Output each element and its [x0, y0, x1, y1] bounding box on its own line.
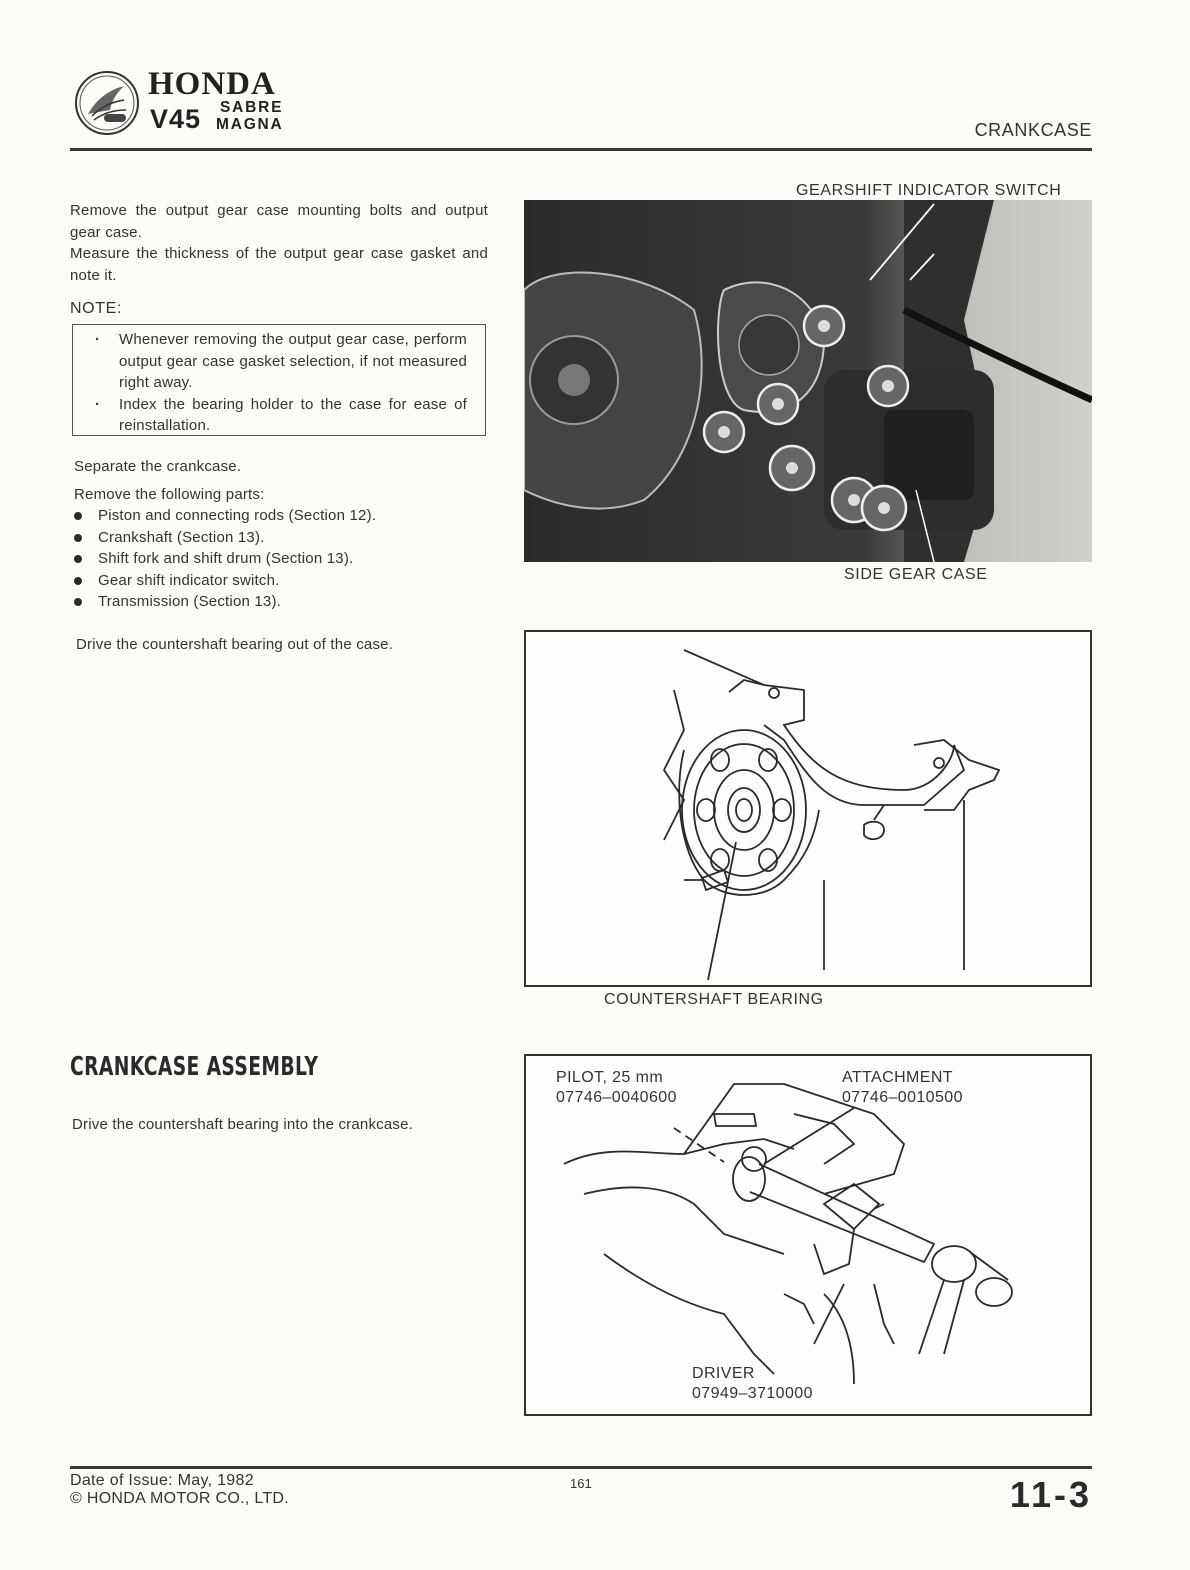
issue-date: Date of Issue: May, 1982: [70, 1472, 254, 1489]
note-item: · Whenever removing the output gear case, perform output gear case gasket selection, if not measured right away.: [87, 329, 467, 394]
list-item: Shift fork and shift drum (Section 13).: [72, 548, 376, 570]
side-gear-case-label: SIDE GEAR CASE: [844, 566, 988, 583]
separate-crankcase-text: Separate the crankcase.: [74, 458, 242, 475]
attachment-callout: [842, 1068, 963, 1108]
output-gear-case-instructions: Remove the output gear case mounting bolts and output gear case. Measure the thickness of the output gear case gasket and note it.: [70, 202, 488, 284]
list-item: Gear shift indicator switch.: [72, 570, 376, 592]
footer-info: [70, 1472, 289, 1508]
note-item: · Index the bearing holder to the case for ease of reinstallation.: [87, 394, 467, 437]
pilot-part-number: 07746–0040600: [556, 1089, 677, 1106]
driver-callout: [692, 1364, 813, 1404]
driver-part-number: 07949–3710000: [692, 1385, 813, 1402]
parts-list: [72, 505, 376, 613]
model-variants: [216, 100, 284, 133]
page-number: 161: [570, 1476, 592, 1491]
remove-parts-heading: Remove the following parts:: [74, 486, 265, 503]
model-variant-magna: MAGNA: [216, 115, 284, 133]
pilot-name: PILOT, 25 mm: [556, 1069, 664, 1086]
list-item: Crankshaft (Section 13).: [72, 527, 376, 549]
footer-divider: [70, 1466, 1092, 1469]
list-item: Transmission (Section 13).: [72, 591, 376, 613]
brand-name: HONDA: [148, 66, 276, 102]
attachment-part-number: 07746–0010500: [842, 1089, 963, 1106]
countershaft-bearing-removal-diagram: [524, 630, 1092, 987]
section-title: CRANKCASE: [974, 120, 1092, 140]
attachment-name: ATTACHMENT: [842, 1069, 953, 1086]
note-label: NOTE:: [70, 300, 122, 317]
driver-name: DRIVER: [692, 1365, 755, 1382]
countershaft-bearing-installation-diagram: [524, 1054, 1092, 1416]
crankcase-assembly-heading: CRANKCASE ASSEMBLY: [70, 1052, 319, 1082]
copyright: © HONDA MOTOR CO., LTD.: [70, 1490, 290, 1507]
header-divider: [70, 148, 1092, 151]
honda-wing-logo-icon: [74, 70, 140, 136]
note-box: [72, 324, 486, 436]
drive-bearing-in-text: Drive the countershaft bearing into the crankcase.: [72, 1116, 414, 1133]
drive-bearing-out-text: Drive the countershaft bearing out of the case.: [76, 636, 394, 653]
model-variant-sabre: SABRE: [220, 99, 284, 116]
countershaft-bearing-label: COUNTERSHAFT BEARING: [604, 991, 824, 1008]
pilot-callout: [556, 1068, 677, 1108]
gearshift-indicator-switch-label: GEARSHIFT INDICATOR SWITCH: [796, 182, 1062, 199]
crankcase-photo: [524, 200, 1092, 562]
model-name: V45: [150, 104, 202, 134]
section-page-number: 11-3: [1009, 1474, 1092, 1515]
list-item: Piston and connecting rods (Section 12).: [72, 505, 376, 527]
